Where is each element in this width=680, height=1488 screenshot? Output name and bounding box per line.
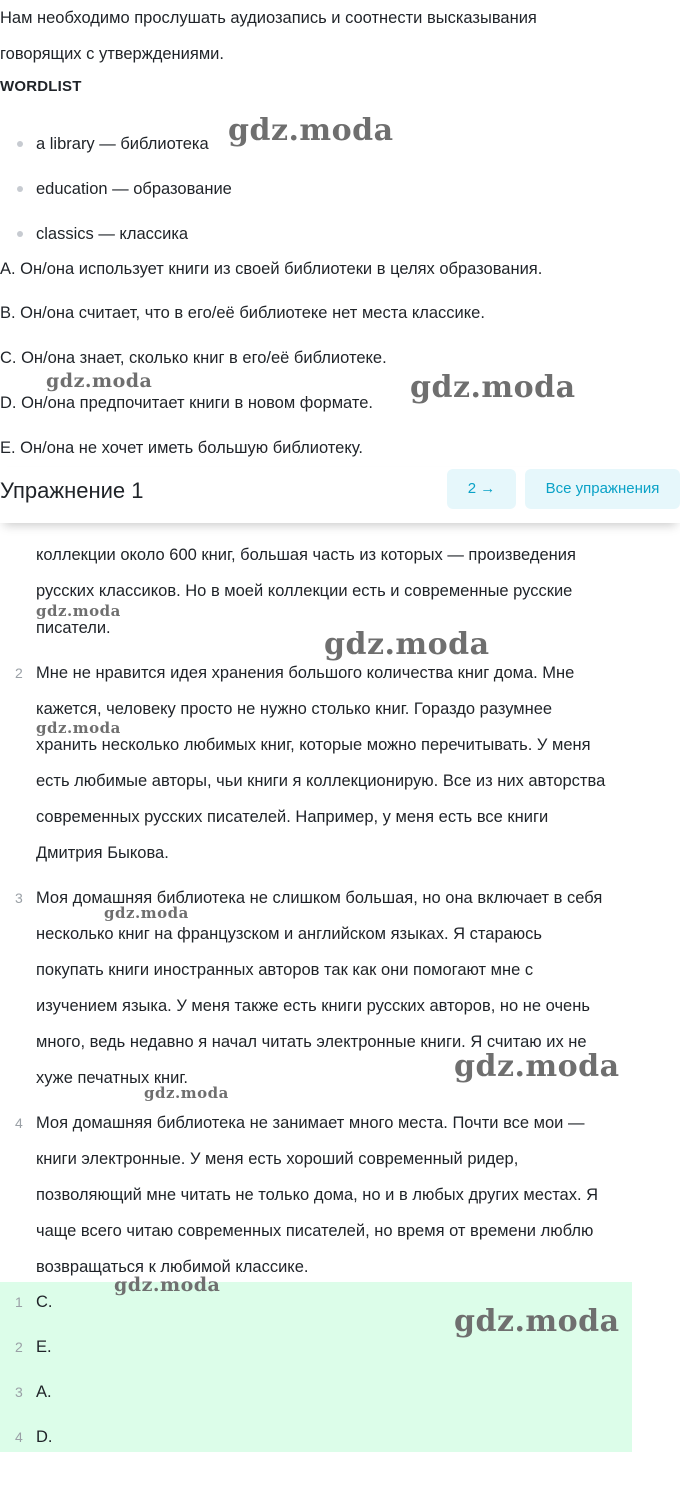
text-3-line: изучением языка. У меня также есть книги русских авторов, но не очень — [36, 997, 590, 1015]
text-2-line: кажется, человеку просто не нужно столько книг. Гораздо разумнее — [36, 700, 553, 718]
bullet-icon — [17, 231, 23, 237]
text-4-number: 4 — [15, 1115, 23, 1131]
watermark-logo: gdz.moda — [114, 1274, 221, 1296]
text-3-line: много, ведь недавно я начал читать электронные книги. Я считаю их не — [36, 1033, 587, 1051]
statement-d: D. Он/она предпочитает книги в новом формате. — [0, 394, 374, 412]
statement-e: E. Он/она не хочет иметь большую библиотеку. — [0, 439, 363, 457]
watermark-logo: gdz.moda — [104, 904, 189, 922]
statement-b: B. Он/она считает, что в его/её библиотеке нет места классике. — [0, 304, 485, 322]
all-exercises-button[interactable]: Все упражнения — [525, 469, 680, 509]
text-4-line: книги электронные. У меня есть хороший современный ридер, — [36, 1150, 519, 1168]
watermark-logo: gdz.moda — [410, 370, 576, 405]
wordlist-item: classics — классика — [36, 225, 189, 243]
wordlist-heading: WORDLIST — [0, 78, 82, 95]
answer-number: 1 — [15, 1294, 23, 1310]
text-4-line: возвращаться к любимой классике. — [36, 1258, 309, 1276]
watermark-logo: gdz.moda — [454, 1049, 620, 1084]
text-4-line: Моя домашняя библиотека не занимает много места. Почти все мои — — [36, 1114, 585, 1132]
watermark-logo: gdz.moda — [228, 113, 394, 148]
text-3-line: хуже печатных книг. — [36, 1069, 188, 1087]
watermark-logo: gdz.moda — [324, 627, 490, 662]
next-exercise-button[interactable]: 2 → — [447, 469, 516, 509]
text-3-line: Моя домашняя библиотека не слишком большая, но она включает в себя — [36, 889, 603, 907]
text-3-line: покупать книги иностранных авторов так как они помогают мне с — [36, 961, 534, 979]
answer-value: A. — [36, 1383, 52, 1401]
text-2-line: современных русских писателей. Например, у меня есть все книги — [36, 808, 549, 826]
text-2-line: Мне не нравится идея хранения большого количества книг дома. Мне — [36, 664, 575, 682]
answer-number: 2 — [15, 1339, 23, 1355]
text-4-line: чаще всего читаю современных писателей, но время от времени люблю — [36, 1222, 594, 1240]
statement-a: A. Он/она использует книги из своей библиотеки в целях образования. — [0, 260, 543, 278]
watermark-logo: gdz.moda — [144, 1084, 229, 1102]
text-1-line: русских классиков. Но в моей коллекции есть и современные русские — [36, 582, 573, 600]
text-2-line: Дмитрия Быкова. — [36, 844, 169, 862]
answer-value: D. — [36, 1428, 53, 1446]
text-4-line: позволяющий мне читать не только дома, но и в любых других местах. Я — [36, 1186, 599, 1204]
exercise-title: Упражнение 1 — [0, 478, 144, 503]
watermark-logo: gdz.moda — [36, 719, 121, 737]
text-1-line: коллекции около 600 книг, большая часть из которых — произведения — [36, 546, 576, 564]
text-3-line: несколько книг на французском и английском языках. Я стараюсь — [36, 925, 543, 943]
wordlist-item: a library — библиотека — [36, 135, 209, 153]
answer-number: 3 — [15, 1384, 23, 1400]
intro-line-2: говорящих с утверждениями. — [0, 45, 224, 63]
text-2-number: 2 — [15, 665, 23, 681]
answer-value: C. — [36, 1293, 53, 1311]
watermark-logo: gdz.moda — [454, 1304, 620, 1339]
answer-number: 4 — [15, 1429, 23, 1445]
watermark-logo: gdz.moda — [36, 602, 121, 620]
watermark-logo: gdz.moda — [46, 370, 153, 392]
bullet-icon — [17, 141, 23, 147]
wordlist-item: education — образование — [36, 180, 232, 198]
text-2-line: есть любимые авторы, чьи книги я коллекционирую. Все из них авторства — [36, 772, 606, 790]
statement-c: C. Он/она знает, сколько книг в его/её библиотеке. — [0, 349, 387, 367]
bullet-icon — [17, 186, 23, 192]
text-3-number: 3 — [15, 890, 23, 906]
text-1-line: писатели. — [36, 619, 111, 637]
answer-value: E. — [36, 1338, 52, 1356]
text-2-line: хранить несколько любимых книг, которые можно перечитывать. У меня — [36, 736, 591, 754]
intro-line-1: Нам необходимо прослушать аудиозапись и соотнести высказывания — [0, 9, 537, 27]
